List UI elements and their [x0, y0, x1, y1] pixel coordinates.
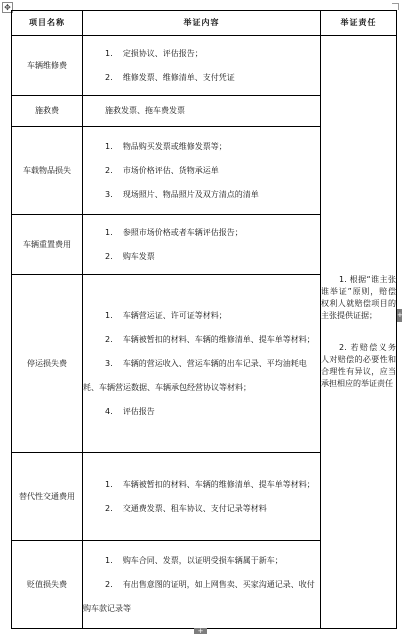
item-name-cell: 车载物品损失: [12, 127, 83, 215]
evidence-line: 1. 参照市场价格或者车辆评估报告；: [105, 227, 243, 237]
evidence-content-cell: [83, 541, 321, 629]
evidence-content-cell: [83, 96, 321, 127]
evidence-line: 3. 现场照片、物品照片及双方清点的清单: [105, 189, 259, 199]
add-column-button[interactable]: +: [397, 309, 402, 322]
item-name-cell: 施救费: [12, 96, 83, 127]
table-row: [12, 36, 397, 96]
header-burden-of-proof: 举证责任: [321, 11, 397, 36]
burden-of-proof-cell: [321, 36, 397, 629]
evidence-table: [11, 10, 397, 629]
evidence-line: 施救发票、拖车费发票: [105, 106, 185, 115]
item-name-cell: 车辆重置费用: [12, 215, 83, 275]
evidence-line: 2. 交通费发票、租车协议、支付记录等材料: [105, 503, 267, 513]
evidence-line: 2. 车辆被暂扣的材料、车辆的维修清单、提车单等材料；: [105, 334, 315, 344]
burden-paragraph-2: 2. 若赔偿义务人对赔偿的必要性和合理性有异议，应当承担相应的举证责任: [321, 343, 396, 388]
header-evidence-content: 举证内容: [83, 11, 321, 36]
evidence-line: 2. 购车发票: [105, 251, 155, 261]
item-name-cell: 贬值损失费: [12, 541, 83, 629]
evidence-content-cell: [83, 215, 321, 275]
table-corner-top-right: [392, 3, 399, 10]
header-item-name: 项目名称: [12, 11, 83, 36]
burden-paragraph-1: 1. 根据“谁主张谁举证”原则，赔偿权利人就赔偿项目的主张提供证据；: [321, 275, 396, 320]
item-name-cell: 车辆维修费: [12, 36, 83, 96]
evidence-line: 1. 购车合同、发票，以证明受损车辆属于新车；: [105, 555, 283, 565]
evidence-line: 2. 维修发票、维修清单、支付凭证: [105, 72, 235, 82]
evidence-line: 4. 评估报告: [105, 406, 155, 416]
evidence-content-cell: [83, 275, 321, 453]
add-row-button[interactable]: +: [194, 628, 207, 634]
item-name-cell: 停运损失费: [12, 275, 83, 453]
evidence-line: 1. 定损协议、评估报告；: [105, 48, 203, 58]
evidence-line: 2. 市场价格评估、货物承运单: [105, 165, 219, 175]
item-name-cell: 替代性交通费用: [12, 453, 83, 541]
evidence-line: 1. 车辆被暂扣的材料、车辆的维修清单、提车单等材料；: [105, 479, 315, 489]
evidence-content-cell: [83, 36, 321, 96]
table-header-row: [12, 11, 397, 36]
evidence-content-cell: [83, 453, 321, 541]
evidence-line: 2. 有出售意图的证明，如上网售卖、买家沟通记录、收付购车款记录等: [83, 579, 315, 613]
evidence-line: 1. 物品购买发票或维修发票等；: [105, 141, 227, 151]
evidence-line: 1. 车辆营运证、许可证等材料；: [105, 310, 227, 320]
table-move-handle-icon[interactable]: ✥: [2, 2, 13, 13]
evidence-line: 3. 车辆的营运收入、营运车辆的出车记录、平均油耗电耗、车辆营运数据、车辆承包经营协议等材料；: [83, 358, 307, 392]
evidence-content-cell: [83, 127, 321, 215]
